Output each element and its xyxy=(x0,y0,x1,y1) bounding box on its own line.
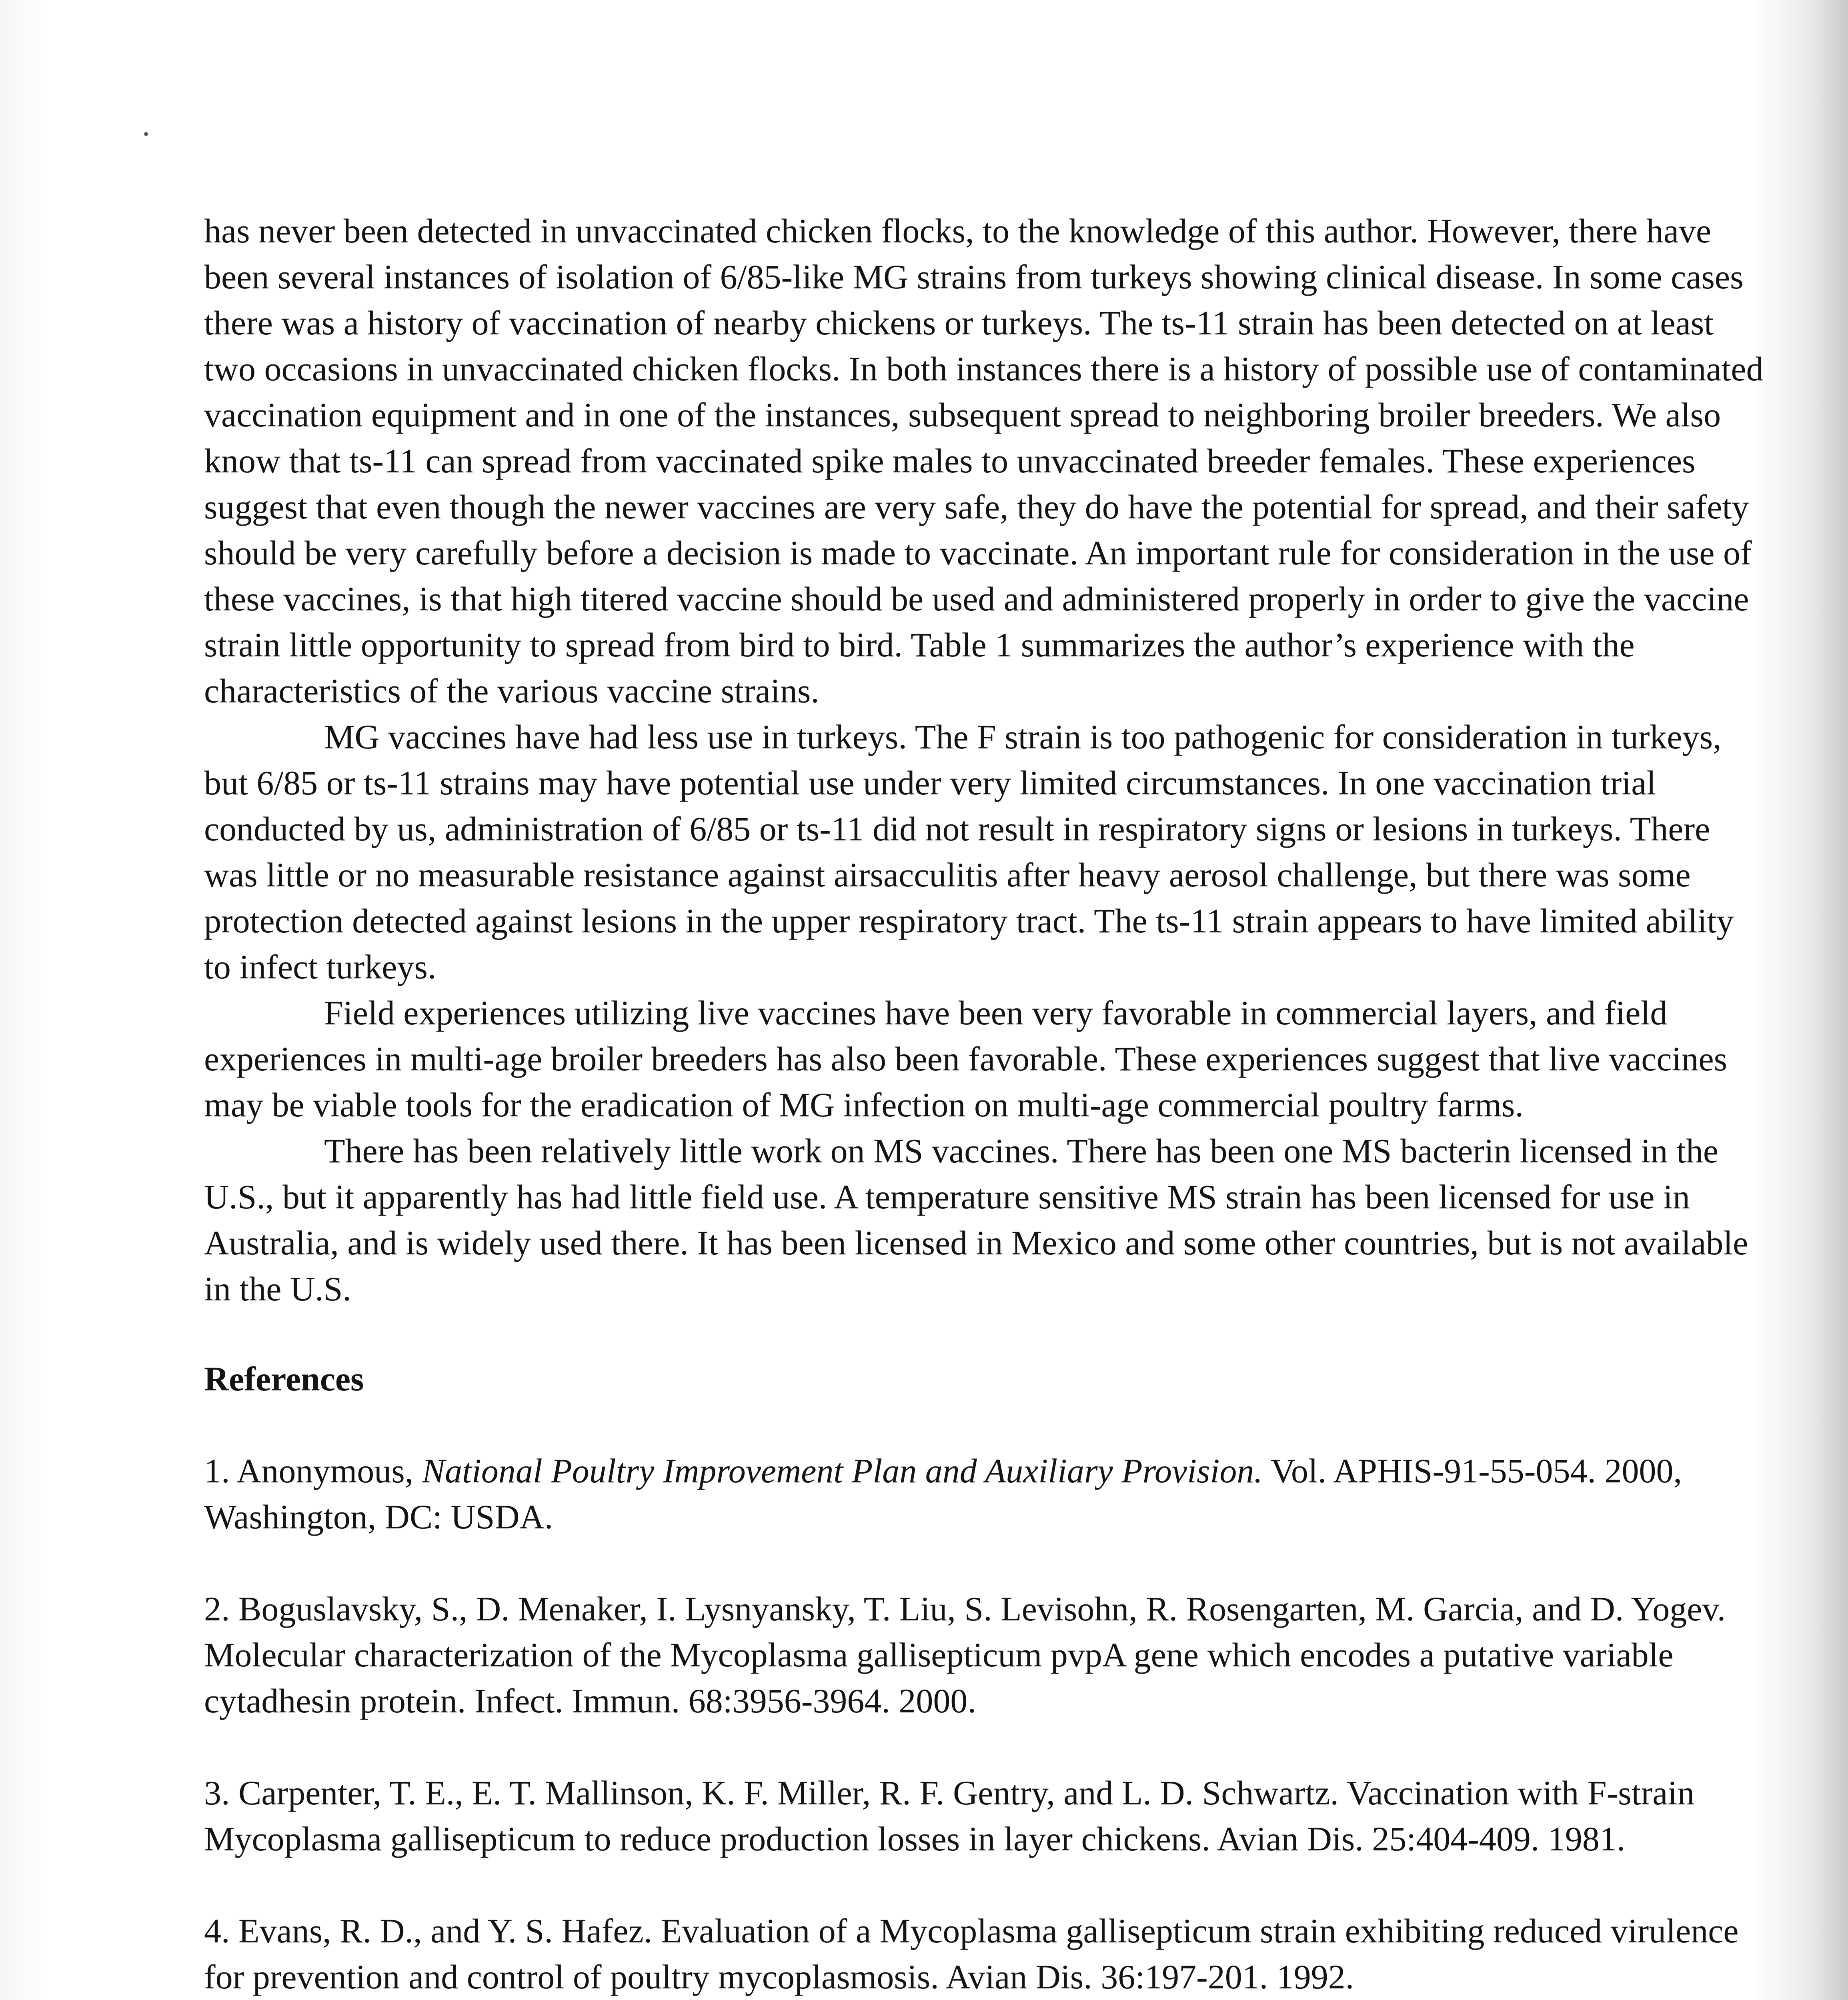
paragraph-mg-vaccines-turkeys: MG vaccines have had less use in turkeys. The F strain is too pathogenic for consideration in turkeys, but 6/85 or ts-11 strains may have potential use under very limited circumstances. In one vaccination trial conducted by us, administration of 6/85 or ts-11 did not result in respiratory signs or lesions in turkeys. There was little or no measurable resistance against airsacculitis after heavy aerosol challenge, but there was some protection detected against lesions in the upper respiratory tract. The ts-11 strain appears to have limited ability to infect turkeys. xyxy=(204,718,1734,986)
reference-authors: 1. Anonymous, xyxy=(204,1452,422,1490)
scan-speck xyxy=(144,132,148,136)
paragraph-continuation: has never been detected in unvaccinated chicken flocks, to the knowledge of this author. However, there have been several instances of isolation of 6/85-like MG strains from turkeys showing clinical disease. In some cases there was a history of vaccination of nearby chickens or turkeys. The ts-11 strain has been detected on at least two occasions in unvaccinated chicken flocks. In both instances there is a history of possible use of contaminated vaccination equipment and in one of the instances, subsequent spread to neighboring broiler breeders. We also know that ts-11 can spread from vaccinated spike males to unvaccinated breeder females. These experiences suggest that even though the newer vaccines are very safe, they do have the potential for spread, and their safety should be very carefully before a decision is made to vaccinate. An important rule for consideration in the use of these vaccines, is that high titered vaccine should be used and administered properly in order to give the vaccine strain little opportunity to spread from bird to bird. Table 1 summarizes the author’s experience with the characteristics of the various vaccine strains. xyxy=(204,212,1764,710)
reference-item: 4. Evans, R. D., and Y. S. Hafez. Evaluation of a Mycoplasma gallisepticum strain exhibiting reduced virulence for prevention and control of poultry mycoplasmosis. Avian Dis. 36:197-201. 1992. xyxy=(204,1912,1739,1996)
reference-item: 2. Boguslavsky, S., D. Menaker, I. Lysnyansky, T. Liu, S. Levisohn, R. Rosengarten, M. Garcia, and D. Yogev. Molecular characterization of the Mycoplasma gallisepticum pvpA gene which encodes a putative variable cytadhesin protein. Infect. Immun. 68:3956-3964. 2000. xyxy=(204,1590,1726,1720)
paragraph-field-experiences: Field experiences utilizing live vaccines have been very favorable in commercial layers, and field experiences in multi-age broiler breeders has also been favorable. These experiences suggest that live vaccines may be viable tools for the eradication of MG infection on multi-age commercial poultry farms. xyxy=(204,994,1728,1124)
references-heading: References xyxy=(204,1360,364,1398)
reference-publication: Vol. APHIS-91-55-054. 2000, Washington, DC: USDA. xyxy=(204,1452,1682,1536)
reference-title: National Poultry Improvement Plan and Auxiliary Provision. xyxy=(422,1452,1263,1490)
reference-list xyxy=(204,1448,1764,2000)
paragraph-ms-vaccines: There has been relatively little work on MS vaccines. There has been one MS bacterin licensed in the U.S., but it apparently has had little field use. A temperature sensitive MS strain has been licensed for use in Australia, and is widely used there. It has been licensed in Mexico and some other countries, but is not available in the U.S. xyxy=(204,1132,1748,1308)
reference-item xyxy=(204,1448,1764,1540)
document-body xyxy=(204,208,1764,2000)
reference-item: 3. Carpenter, T. E., E. T. Mallinson, K. F. Miller, R. F. Gentry, and L. D. Schwartz. Vaccination with F-strain Mycoplasma gallisepticum to reduce production losses in layer chickens. Avian Dis. 25:404-409. 1981. xyxy=(204,1774,1695,1858)
